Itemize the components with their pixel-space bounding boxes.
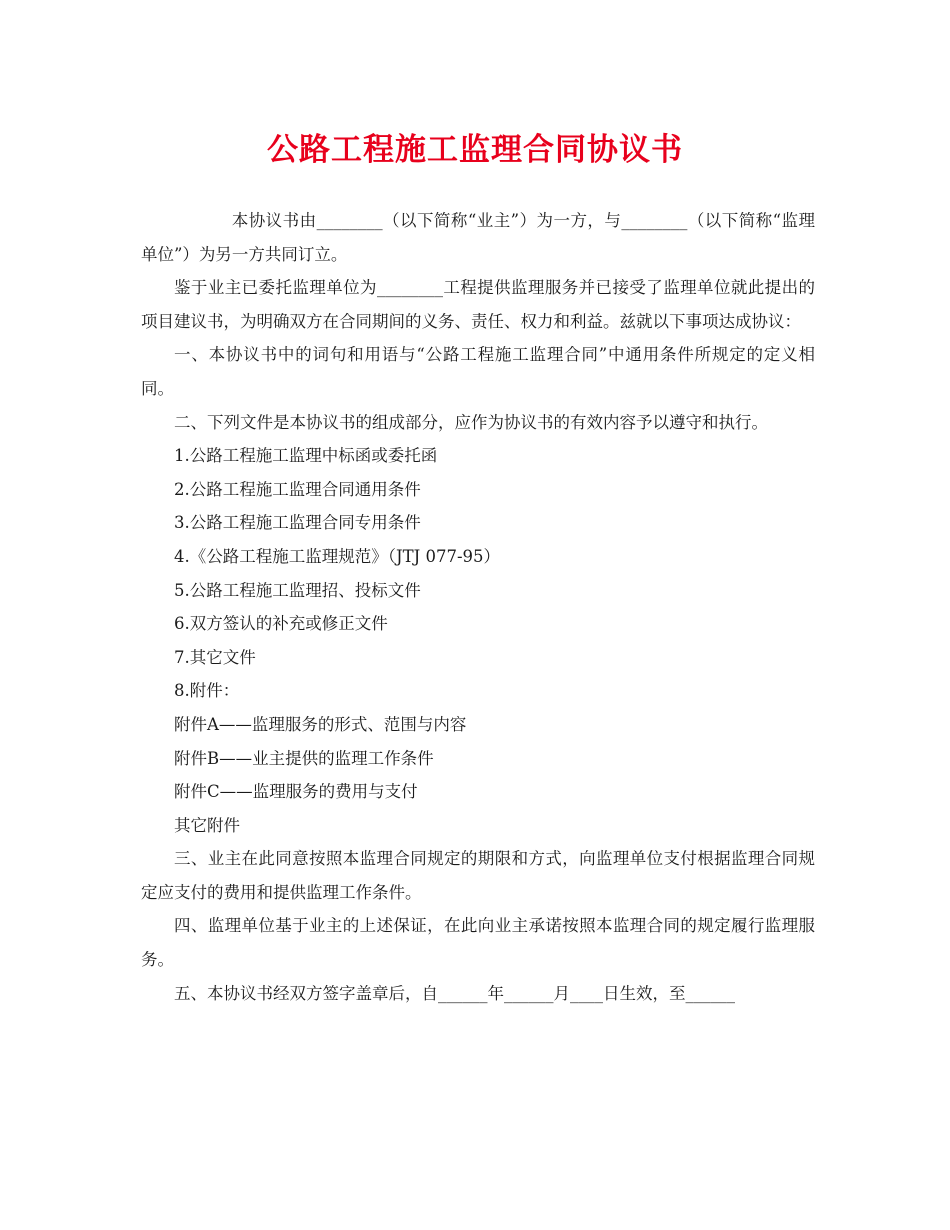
list-item: 1.公路工程施工监理中标函或委托函	[174, 446, 438, 466]
list-item: 5.公路工程施工监理招、投标文件	[174, 580, 421, 600]
list-item: 2.公路工程施工监理合同通用条件	[174, 479, 421, 499]
list-item: 3.公路工程施工监理合同专用条件	[174, 513, 421, 533]
list-item: 6.双方签认的补充或修正文件	[174, 614, 388, 634]
clause-1-paragraph: 一、本协议书中的词句和用语与“公路工程施工监理合同”中通用条件所规定的定义相同。	[141, 345, 815, 398]
attachment-item: 附件C——监理服务的费用与支付	[174, 782, 418, 802]
intro-paragraph: 本协议书由________（以下简称“业主”）为一方，与________（以下简称“监理单位”）为另一方共同订立。	[141, 211, 815, 264]
clause-3-paragraph: 三、业主在此同意按照本监理合同规定的期限和方式，向监理单位支付根据监理合同规定应支付的费用和提供监理工作条件。	[141, 849, 815, 902]
attachment-item: 附件B——业主提供的监理工作条件	[174, 748, 434, 768]
clause-4-paragraph: 四、监理单位基于业主的上述保证，在此向业主承诺按照本监理合同的规定履行监理服务。	[141, 916, 815, 970]
document-body	[141, 204, 815, 1010]
list-item: 4.《公路工程施工监理规范》（JTJ 077-95）	[174, 546, 501, 566]
clause-5-paragraph: 五、本协议书经双方签字盖章后，自______年______月____日生效，至______	[174, 983, 735, 1003]
whereas-paragraph: 鉴于业主已委托监理单位为________工程提供监理服务并已接受了监理单位就此提出的项目建议书，为明确双方在合同期间的义务、责任、权力和利益。兹就以下事项达成协议：	[141, 278, 815, 331]
list-item: 7.其它文件	[174, 647, 256, 667]
list-item: 8.附件：	[174, 681, 240, 701]
document-title: 公路工程施工监理合同协议书	[267, 132, 683, 168]
attachment-item: 附件A——监理服务的形式、范围与内容	[174, 714, 467, 734]
attachment-item: 其它附件	[174, 815, 240, 835]
clause-2-paragraph: 二、下列文件是本协议书的组成部分，应作为协议书的有效内容予以遵守和执行。	[174, 412, 768, 432]
